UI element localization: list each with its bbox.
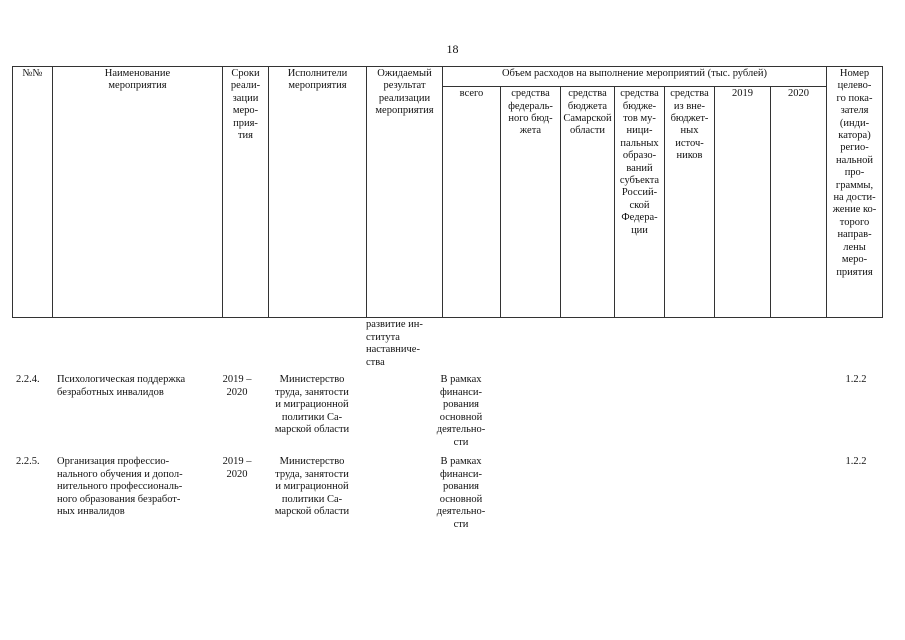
header-executors: Исполнители мероприятия — [269, 67, 367, 318]
row-executors: Министерство труда, занятости и миграционной политики Са- марской области — [274, 374, 350, 436]
continuation-result: развитие ин- ститута наставничe- ства — [366, 319, 423, 368]
header-indicator: Номер целево- го пока- зателя (инди- катора) регио- нальной про- граммы, на дости- жение ко- торого направ- лены меро- приятия — [827, 67, 883, 318]
header-num: №№ — [13, 67, 53, 318]
header-name: Наименование мероприятия — [53, 67, 223, 318]
header-total: всего — [443, 87, 501, 318]
header-extrabudget: средства из вне- бюджет- ных источ- ников — [665, 87, 715, 318]
header-2020: 2020 — [771, 87, 827, 318]
header-2019: 2019 — [715, 87, 771, 318]
row-num: 2.2.4. — [16, 374, 40, 385]
header-expenses: Объем расходов на выполнение мероприятий (тыс. рублей) — [443, 67, 827, 87]
header-regional: средства бюджета Самарской области — [561, 87, 615, 318]
row-terms: 2019 – 2020 — [222, 374, 252, 398]
row-name: Психологическая поддержка безработных инвалидов — [57, 374, 186, 398]
header-federal: средства федераль- ного бюд- жета — [501, 87, 561, 318]
header-result: Ожидаемый результат реализации мероприятия — [367, 67, 443, 318]
row-terms: 2019 – 2020 — [222, 456, 252, 480]
row-indicator: 1.2.2 — [845, 374, 867, 385]
table-header — [12, 66, 883, 318]
row-num: 2.2.5. — [16, 456, 40, 467]
row-financing: В рамках финанси- рования основной деятельно- сти — [436, 456, 486, 530]
row-executors: Министерство труда, занятости и миграционной политики Са- марской области — [274, 456, 350, 518]
header-terms: Сроки реали- зации меро- прия- тия — [223, 67, 269, 318]
row-name: Организация профессио- нального обучения и допол- нительного профессиональ- ного образования безработ- ных инвалидов — [57, 456, 183, 518]
page-number: 18 — [446, 42, 459, 56]
row-indicator: 1.2.2 — [845, 456, 867, 467]
header-municipal: средства бюдже- тов му- ници- пальных образо- ваний субъекта Россий- ской Федера- ции — [615, 87, 665, 318]
row-financing: В рамках финанси- рования основной деятельно- сти — [436, 374, 486, 448]
